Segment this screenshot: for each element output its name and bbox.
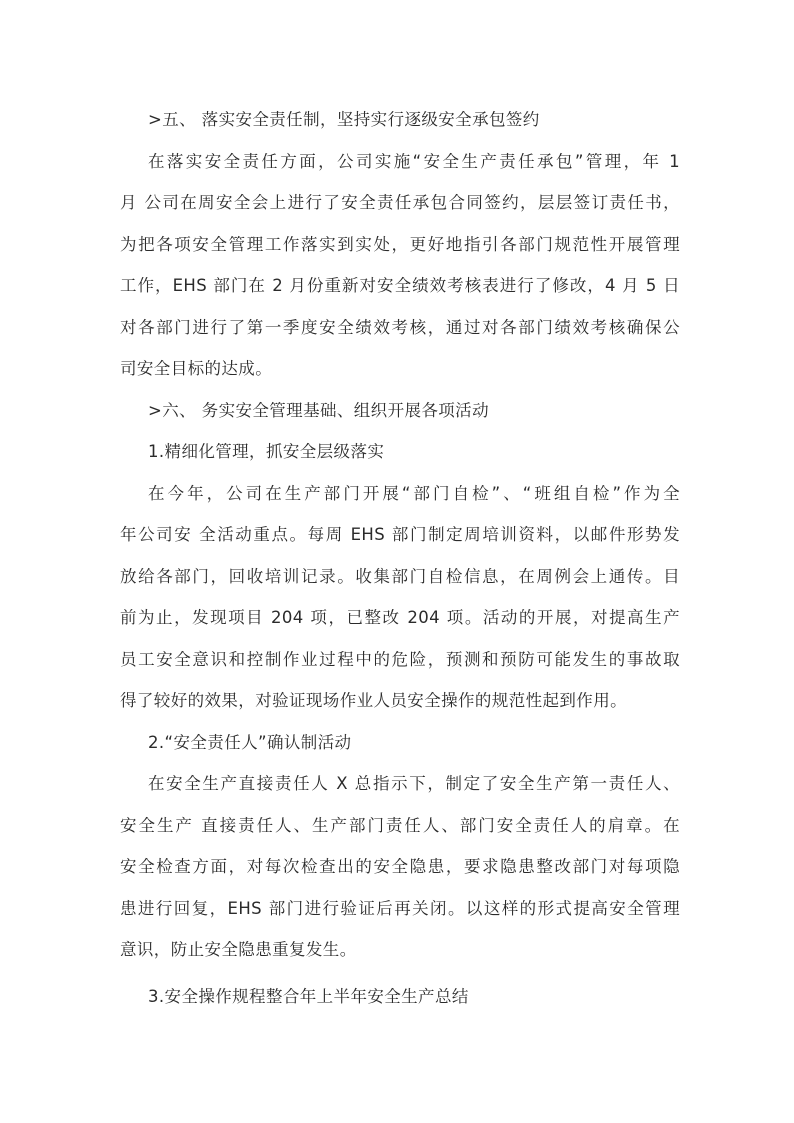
section-heading-6: >六、 务实安全管理基础、组织开展各项活动 xyxy=(148,401,489,420)
subsection-heading-3: 3.安全操作规程整合年上半年安全生产总结 xyxy=(148,987,469,1006)
paragraph-line: 工作，EHS 部门在 2 月份重新对安全绩效考核表进行了修改，4 月 5 日 xyxy=(120,276,680,295)
paragraph-line: 安全检查方面，对每次检查出的安全隐患，要求隐患整改部门对每项隐 xyxy=(120,857,680,876)
paragraph-line: 为把各项安全管理工作落实到实处，更好地指引各部门规范性开展管理 xyxy=(120,235,680,254)
paragraph-line: 月 公司在周安全会上进行了安全责任承包合同签约，层层签订责任书， xyxy=(120,193,680,212)
section-heading-5: >五、 落实安全责任制，坚持实行逐级安全承包签约 xyxy=(148,110,540,129)
paragraph-line: 员工安全意识和控制作业过程中的危险，预测和预防可能发生的事故取 xyxy=(120,650,680,669)
paragraph-line: 得了较好的效果，对验证现场作业人员安全操作的规范性起到作用。 xyxy=(120,691,627,710)
paragraph-line: 对各部门进行了第一季度安全绩效考核，通过对各部门绩效考核确保公 xyxy=(120,318,680,337)
subsection-heading-2: 2.“安全责任人”确认制活动 xyxy=(148,733,352,752)
paragraph-line: 在今年，公司在生产部门开展“部门自检”、“班组自检”作为全 xyxy=(148,484,680,503)
paragraph-line: 在落实安全责任方面，公司实施“安全生产责任承包”管理，年 1 xyxy=(148,152,680,171)
paragraph-line: 年公司安 全活动重点。每周 EHS 部门制定周培训资料，以邮件形势发 xyxy=(120,525,680,544)
paragraph-line: 安全生产 直接责任人、生产部门责任人、部门安全责任人的肩章。在 xyxy=(120,816,680,835)
paragraph-line: 患进行回复，EHS 部门进行验证后再关闭。以这样的形式提高安全管理 xyxy=(120,899,680,918)
paragraph-line: 前为止，发现项目 204 项，已整改 204 项。活动的开展，对提高生产 xyxy=(120,608,680,627)
paragraph-line: 在安全生产直接责任人 X 总指示下，制定了安全生产第一责任人、 xyxy=(148,774,680,793)
paragraph-line: 司安全目标的达成。 xyxy=(120,359,273,378)
paragraph-line: 意识，防止安全隐患重复发生。 xyxy=(120,940,357,959)
subsection-heading-1: 1.精细化管理，抓安全层级落实 xyxy=(148,442,385,461)
paragraph-line: 放给各部门，回收培训记录。收集部门自检信息，在周例会上通传。目 xyxy=(120,567,680,586)
